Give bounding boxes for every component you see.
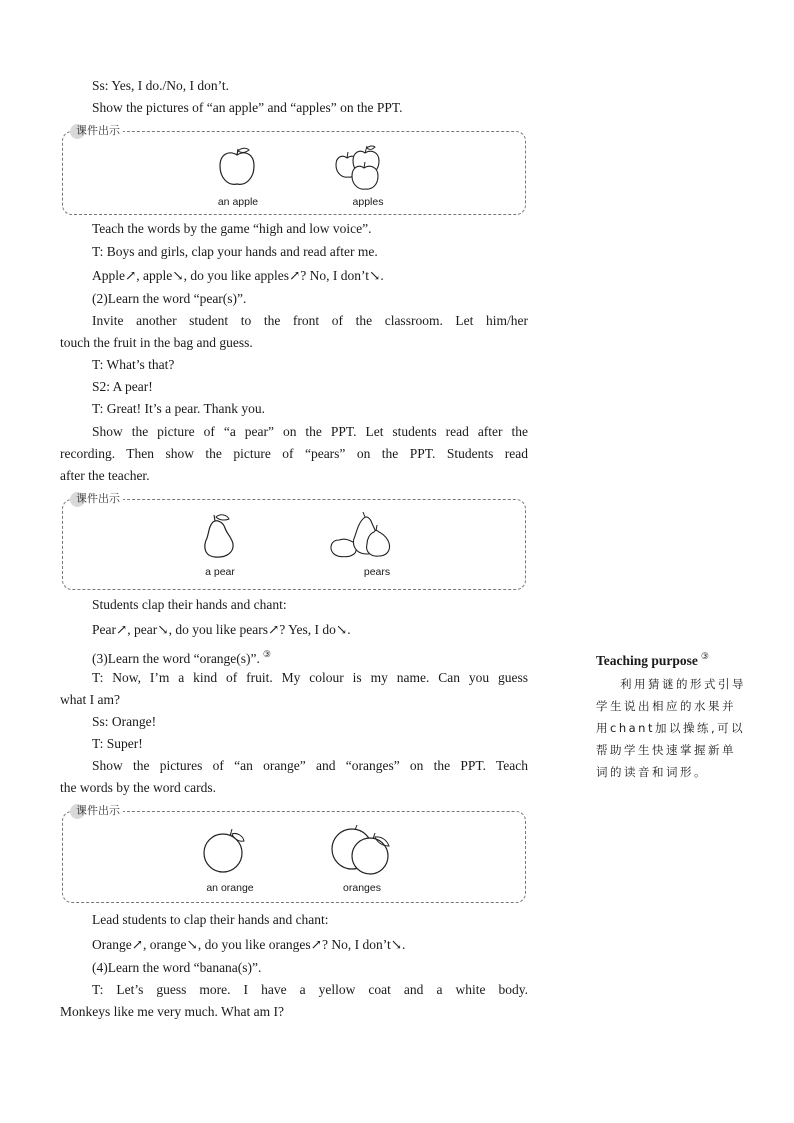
courseware-box-pear (62, 492, 526, 590)
box-label (70, 803, 123, 819)
text-line: Ss: Yes, I do./No, I don’t. (92, 78, 230, 93)
text-line: Apple↗, apple↘, do you like apples↗? No, I don’t↘. (92, 268, 384, 283)
text-line: recording. Then show the picture of “pears” on the PPT. Students read (60, 446, 528, 461)
text-line: Orange↗, orange↘, do you like oranges↗? No, I don’t↘. (92, 937, 406, 952)
caption-oranges: oranges (343, 882, 381, 894)
teaching-purpose-title-text: Teaching purpose (596, 653, 698, 668)
text-line: Teach the words by the game “high and low voice”. (92, 221, 372, 236)
caption-a-pear: a pear (205, 566, 235, 578)
teaching-purpose-title (596, 647, 748, 670)
caption-pears: pears (363, 566, 391, 578)
caption-an-orange: an orange (206, 882, 254, 894)
apples-icon (333, 144, 389, 192)
footnote-marker: ③ (700, 651, 709, 661)
text-line: T: What’s that? (92, 357, 175, 372)
pears-icon (327, 510, 397, 560)
text-line: Show the picture of “a pear” on the PPT. Let students read after the (92, 424, 528, 439)
text-line: T: Let’s guess more. I have a yellow coat and a white body. (92, 982, 528, 997)
pear-icon (201, 512, 237, 560)
text-line: after the teacher. (60, 468, 150, 483)
text-line: T: Great! It’s a pear. Thank you. (92, 401, 266, 416)
text-line: Show the pictures of “an orange” and “oranges” on the PPT. Teach (92, 758, 528, 773)
caption-an-apple: an apple (217, 196, 259, 208)
apple-icon (217, 146, 257, 188)
caption-apples: apples (352, 196, 384, 208)
text-line: S2: A pear! (92, 379, 153, 394)
text-line: touch the fruit in the bag and guess. (60, 335, 253, 350)
box-label (70, 491, 123, 507)
text-line-main: (3)Learn the word “orange(s)”. (92, 651, 260, 666)
text-line: T: Boys and girls, clap your hands and read after me. (92, 244, 378, 259)
box-label-text: 课件出示 (76, 804, 120, 817)
oranges-icon (329, 824, 399, 876)
text-line (92, 646, 271, 667)
text-line: Pear↗, pear↘, do you like pears↗? Yes, I do↘. (92, 622, 351, 637)
text-line: Invite another student to the front of the classroom. Let him/her (92, 313, 528, 328)
courseware-box-orange (62, 804, 526, 903)
footnote-marker: ③ (262, 649, 271, 659)
text-line: Lead students to clap their hands and chant: (92, 912, 329, 927)
box-label-text: 课件出示 (76, 492, 120, 505)
text-line: Monkeys like me very much. What am I? (60, 1004, 284, 1019)
text-line: T: Now, I’m a kind of fruit. My colour is my name. Can you guess (92, 670, 528, 685)
text-line: the words by the word cards. (60, 780, 216, 795)
teaching-purpose-note (596, 647, 748, 783)
text-line: what I am? (60, 692, 120, 707)
text-line: Ss: Orange! (92, 714, 157, 729)
text-line: Students clap their hands and chant: (92, 597, 287, 612)
text-line: (4)Learn the word “banana(s)”. (92, 960, 262, 975)
text-line: (2)Learn the word “pear(s)”. (92, 291, 247, 306)
box-label (70, 123, 123, 139)
text-line: Show the pictures of “an apple” and “apples” on the PPT. (92, 100, 403, 115)
box-label-text: 课件出示 (76, 124, 120, 137)
orange-icon (201, 826, 251, 874)
text-line: T: Super! (92, 736, 143, 751)
teaching-purpose-body: 利用猜谜的形式引导学生说出相应的水果并用chant加以操练,可以帮助学生快速掌握新单词的读音和词形。 (596, 677, 746, 779)
courseware-box-apple (62, 124, 526, 215)
